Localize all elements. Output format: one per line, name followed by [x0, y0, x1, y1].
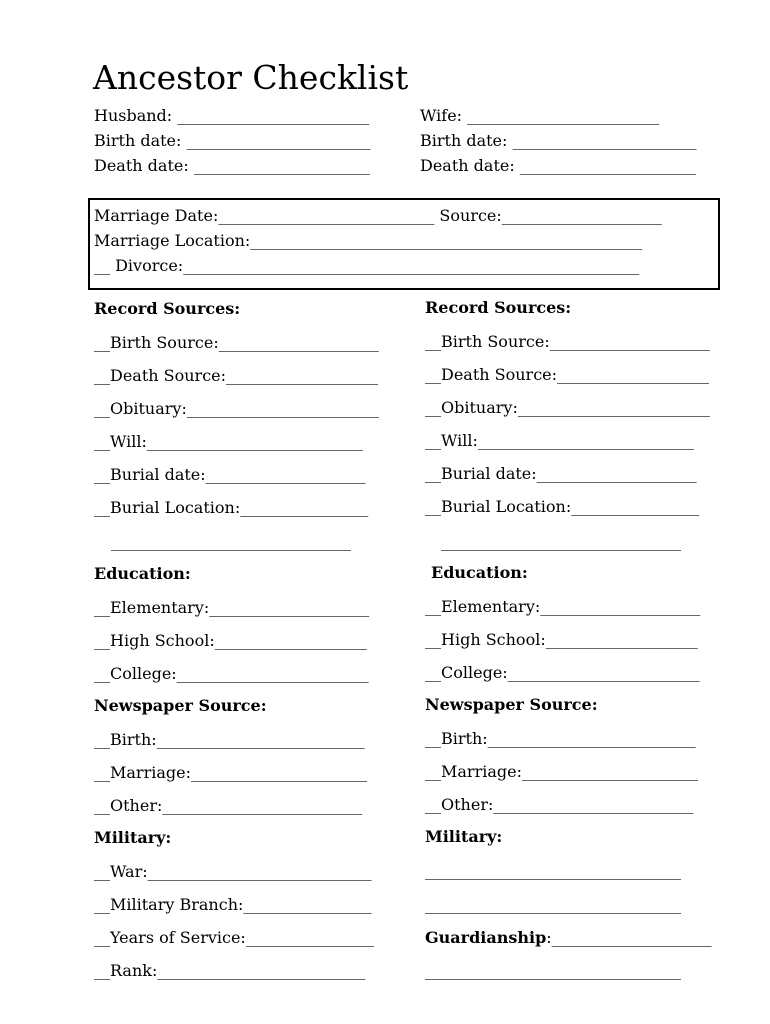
death-source-field-left[interactable]: __Death Source:___________________	[94, 366, 379, 385]
elementary-field-left[interactable]: __Elementary:____________________	[94, 598, 370, 617]
college-field-right[interactable]: __College:________________________	[425, 663, 700, 682]
will-field-right[interactable]: __Will:___________________________	[425, 431, 694, 450]
burial-location-field-left[interactable]: __Burial Location:________________	[94, 498, 369, 517]
newspaper-marriage-field-left[interactable]: __Marriage:______________________	[94, 763, 367, 782]
high-school-field-right[interactable]: __High School:___________________	[425, 630, 698, 649]
will-field-left[interactable]: __Will:___________________________	[94, 432, 363, 451]
obituary-field-right[interactable]: __Obituary:________________________	[425, 398, 710, 417]
wife-birth-date-field[interactable]: Birth date: _______________________	[420, 131, 697, 150]
guardianship-label: Guardianship	[425, 928, 547, 947]
newspaper-source-header-right: Newspaper Source:	[425, 695, 598, 714]
military-header-left: Military:	[94, 828, 172, 847]
wife-field[interactable]: Wife: ________________________	[420, 106, 660, 125]
newspaper-source-header-left: Newspaper Source:	[94, 696, 267, 715]
husband-birth-date-field[interactable]: Birth date: _______________________	[94, 131, 371, 150]
husband-death-date-field[interactable]: Death date: ______________________	[94, 156, 370, 175]
divorce-field[interactable]: __ Divorce:_________________________________________________________	[94, 256, 640, 275]
burial-location-continuation-right[interactable]: ______________________________	[441, 532, 681, 551]
education-header-right: Education:	[431, 563, 528, 582]
birth-source-field-left[interactable]: __Birth Source:____________________	[94, 333, 379, 352]
burial-location-field-right[interactable]: __Burial Location:________________	[425, 497, 700, 516]
newspaper-marriage-field-right[interactable]: __Marriage:______________________	[425, 762, 698, 781]
record-sources-header-left: Record Sources:	[94, 299, 241, 318]
birth-source-field-right[interactable]: __Birth Source:____________________	[425, 332, 710, 351]
wife-death-date-field[interactable]: Death date: ______________________	[420, 156, 696, 175]
newspaper-other-field-right[interactable]: __Other:_________________________	[425, 795, 694, 814]
burial-date-field-right[interactable]: __Burial date:____________________	[425, 464, 697, 483]
college-field-left[interactable]: __College:________________________	[94, 664, 369, 683]
newspaper-birth-field-left[interactable]: __Birth:__________________________	[94, 730, 365, 749]
obituary-field-left[interactable]: __Obituary:________________________	[94, 399, 379, 418]
guardianship-blank: :____________________	[546, 928, 712, 947]
newspaper-other-field-left[interactable]: __Other:_________________________	[94, 796, 363, 815]
years-of-service-field[interactable]: __Years of Service:________________	[94, 928, 374, 947]
military-blank-line-2[interactable]: ________________________________	[425, 895, 681, 914]
burial-location-continuation-left[interactable]: ______________________________	[111, 532, 351, 551]
marriage-date-field[interactable]: Marriage Date:___________________________ Source:____________________	[94, 206, 662, 225]
elementary-field-right[interactable]: __Elementary:____________________	[425, 597, 701, 616]
death-source-field-right[interactable]: __Death Source:___________________	[425, 365, 710, 384]
guardianship-field[interactable]	[425, 929, 712, 947]
burial-date-field-left[interactable]: __Burial date:____________________	[94, 465, 366, 484]
record-sources-header-right: Record Sources:	[425, 298, 572, 317]
rank-field[interactable]: __Rank:__________________________	[94, 961, 366, 980]
military-header-right: Military:	[425, 827, 503, 846]
page-title: Ancestor Checklist	[93, 58, 409, 97]
high-school-field-left[interactable]: __High School:___________________	[94, 631, 367, 650]
husband-field[interactable]: Husband: ________________________	[94, 106, 370, 125]
marriage-location-field[interactable]: Marriage Location:_________________________________________________	[94, 231, 643, 250]
education-header-left: Education:	[94, 564, 191, 583]
guardianship-blank-line[interactable]: ________________________________	[425, 961, 681, 980]
military-branch-field[interactable]: __Military Branch:________________	[94, 895, 372, 914]
military-blank-line-1[interactable]: ________________________________	[425, 861, 681, 880]
war-field[interactable]: __War:____________________________	[94, 862, 372, 881]
newspaper-birth-field-right[interactable]: __Birth:__________________________	[425, 729, 696, 748]
